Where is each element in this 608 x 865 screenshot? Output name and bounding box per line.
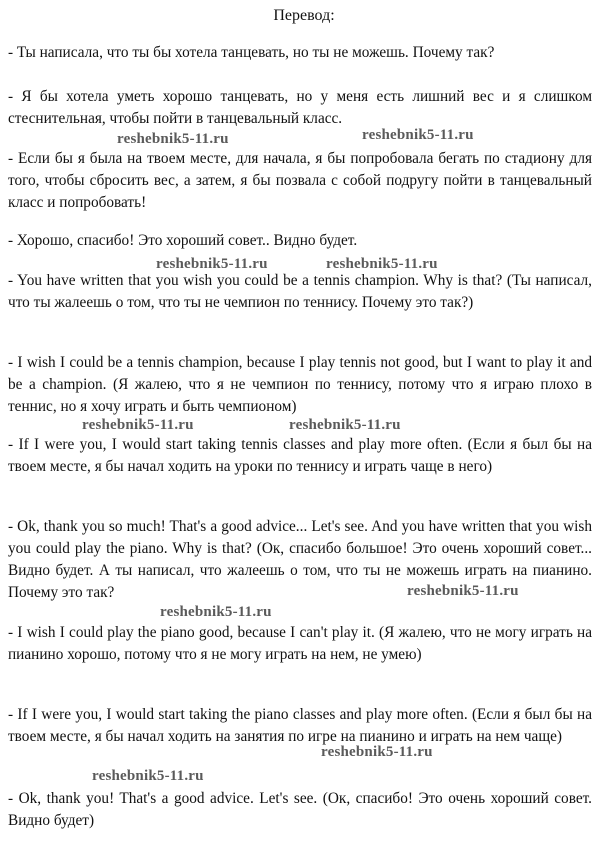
- paragraph-11: - Ok, thank you! That's a good advice. Let's see. (Ок, спасибо! Это очень хороший совет. Видно будет): [8, 790, 592, 829]
- paragraph-6: - I wish I could be a tennis champion, because I play tennis not good, but I want to play it and be a champion. (Я жалею, что я не чемпион по теннису, потому что я играю плохо в теннис, но я хочу играть и быть чемпионом): [8, 354, 592, 415]
- watermark: reshebnik5-11.ru: [117, 131, 229, 147]
- watermark: reshebnik5-11.ru: [362, 127, 474, 143]
- paragraph-9: - I wish I could play the piano good, because I can't play it. (Я жалею, что не могу играть на пианино хорошо, потому что я не могу играть на нем, не умею): [8, 624, 592, 663]
- paragraph-1: - Ты написала, что ты бы хотела танцевать, но ты не можешь. Почему так?: [8, 44, 495, 61]
- page-title: Перевод:: [273, 7, 335, 24]
- watermark: reshebnik5-11.ru: [289, 417, 401, 433]
- watermark: reshebnik5-11.ru: [156, 256, 268, 272]
- paragraph-5: - You have written that you wish you could be a tennis champion. Why is that? (Ты написал, что ты жалеешь о том, что ты не чемпион по теннису. Почему это так?): [8, 272, 592, 311]
- paragraph-3: - Если бы я была на твоем месте, для начала, я бы попробовала бегать по стадиону для того, чтобы сбросить вес, а затем, я бы позвала с собой подругу пойти в танцевальный класс и попробовать!: [8, 150, 592, 211]
- paragraph-10: - If I were you, I would start taking the piano classes and play more often. (Если я был бы на твоем месте, я бы начал ходить на занятия по игре на пианино и играть на нем чаще): [8, 706, 592, 745]
- paragraph-8: - Ok, thank you so much! That's a good advice... Let's see. And you have written that you wish you could play the piano. Why is that? (Ок, спасибо большое! Это очень хороший совет... Видно будет. А ты написал, что жалеешь о том, что ты не можешь играть на пианино. Почему это так?: [8, 518, 592, 601]
- watermark: reshebnik5-11.ru: [407, 583, 519, 599]
- paragraph-2: - Я бы хотела уметь хорошо танцевать, но у меня есть лишний вес и я слишком стеснительная, чтобы пойти в танцевальный класс.: [8, 88, 592, 127]
- paragraph-4: - Хорошо, спасибо! Это хороший совет.. Видно будет.: [8, 232, 358, 249]
- watermark: reshebnik5-11.ru: [160, 604, 272, 620]
- watermark: reshebnik5-11.ru: [321, 744, 433, 760]
- watermark: reshebnik5-11.ru: [92, 768, 204, 784]
- watermark: reshebnik5-11.ru: [82, 417, 194, 433]
- paragraph-7: - If I were you, I would start taking tennis classes and play more often. (Если я был бы на твоем месте, я бы начал ходить на уроки по теннису и играть чаще в него): [8, 436, 592, 475]
- watermark: reshebnik5-11.ru: [326, 256, 438, 272]
